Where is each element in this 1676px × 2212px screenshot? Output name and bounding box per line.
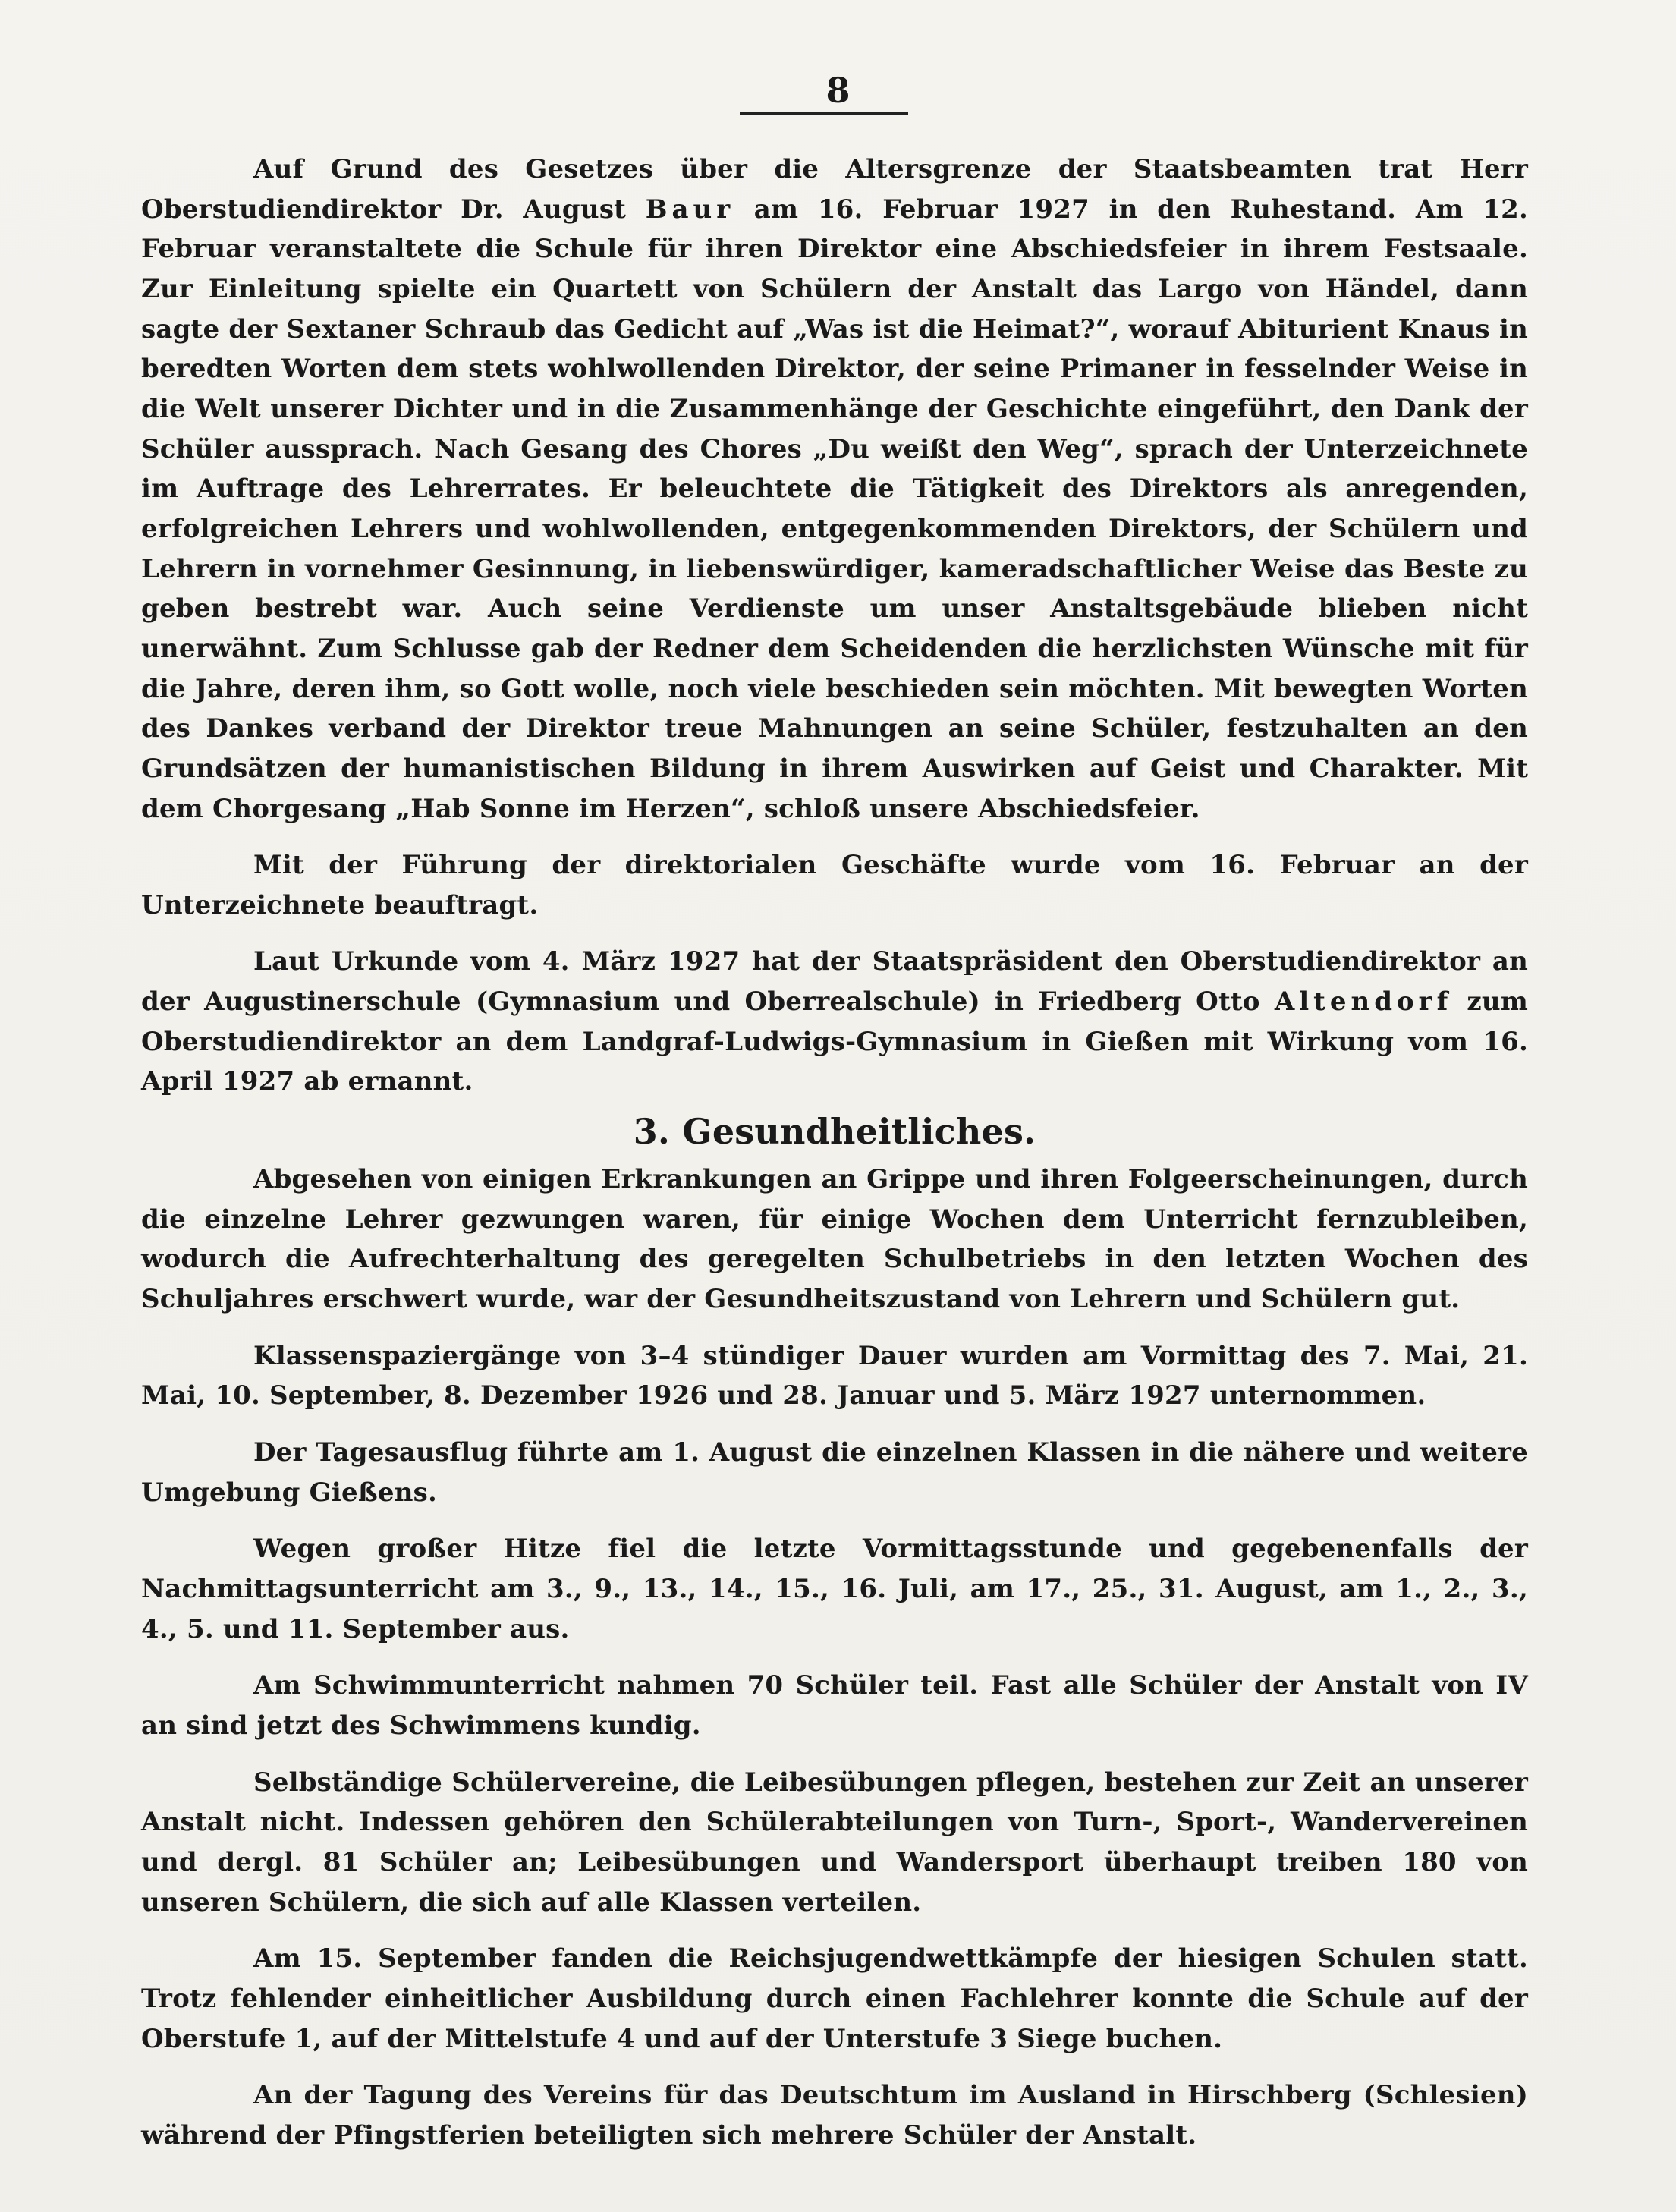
name-baur: Baur <box>645 194 735 225</box>
section-heading: 3. Gesundheitliches. <box>633 1111 1036 1153</box>
paragraph-day-trip: Der Tagesausflug führte am 1. August die einzelnen Klassen in die nähere und weitere Umgebung Gießens. <box>141 1437 1528 1508</box>
paragraph-conference: An der Tagung des Vereins für das Deutschtum im Ausland in Hirschberg (Schlesien) während der Pfingstferien beteiligten sich mehrere Schüler der Anstalt. <box>141 2080 1528 2151</box>
paragraph-appointment: Laut Urkunde vom 4. März 1927 hat der Staatspräsident den Oberstudiendirektor an der Augustinerschule (Gymnasium und Oberrealschule) in Friedberg Otto Altendorf zum Oberstudiendirektor an dem Landgraf-Ludwigs-Gymnasium in Gießen mit Wirkung vom 16. April 1927 ab ernannt. <box>141 946 1529 1097</box>
paragraph-retirement: Auf Grund des Gesetzes über die Altersgrenze der Staatsbeamten trat Herr Oberstudiendirektor Dr. August Baur am 16. Februar 1927 in den Ruhestand. Am 12. Februar veranstaltete die Schule für ihren Direktor eine Abschiedsfeier in ihrem Festsaale. Zur Einleitung spielte ein Quartett von Schülern der Anstalt das Largo von Händel, dann sagte der Sextaner Schraub das Gedicht auf „Was ist die Heimat?“, worauf Abiturient Knaus in beredten Worten dem stets wohlwollenden Direktor, der seine Primaner in fesselnder Weise in die Welt unserer Dichter und in die Zusammenhänge der Geschichte eingeführt, den Dank der Schüler aussprach. Nach Gesang des Chores „Du weißt den Weg“, sprach der Unterzeichnete im Auftrage des Lehrerrates. Er beleuchtete die Tätigkeit des Direktors als anregenden, erfolgreichen Lehrers und wohlwollenden, entgegenkommenden Direktors, der Schülern und Lehrern in vornehmer Gesinnung, in liebenswürdiger, kameradschaftlicher Weise das Beste zu geben bestrebt war. Auch seine Verdienste um unser Anstaltsgebäude blieben nicht unerwähnt. Zum Schlusse gab der Redner dem Scheidenden die herzlichsten Wünsche mit für die Jahre, deren ihm, so Gott wolle, noch viele beschieden sein möchten. Mit bewegten Worten des Dankes verband der Direktor treue Mahnungen an seine Schüler, festzuhalten an den Grundsätzen der humanistischen Bildung in ihrem Auswirken auf Geist und Charakter. Mit dem Chorgesang „Hab Sonne im Herzen“, schloß unsere Abschiedsfeier. <box>141 154 1528 824</box>
page-number-rule <box>740 112 908 115</box>
paragraph-acting-director: Mit der Führung der direktorialen Geschäfte wurde vom 16. Februar an der Unterzeichnete beauftragt. <box>141 850 1528 920</box>
paragraph-clubs: Selbständige Schülervereine, die Leibesübungen pflegen, bestehen zur Zeit an unserer Anstalt nicht. Indessen gehören den Schülerabteilungen von Turn-, Sport-, Wandervereinen und dergl. 81 Schüler an; Leibesübungen und Wandersport überhaupt treiben 180 von unseren Schülern, die sich auf alle Klassen verteilen. <box>141 1767 1528 1918</box>
paragraph-health: Abgesehen von einigen Erkrankungen an Grippe und ihren Folgeerscheinungen, durch die einzelne Lehrer gezwungen waren, für einige Wochen dem Unterricht fernzubleiben, wodurch die Aufrechterhaltung des geregelten Schulbetriebs in den letzten Wochen des Schuljahres erschwert wurde, war der Gesundheitszustand von Lehrern und Schülern gut. <box>141 1164 1528 1315</box>
page-number: 8 <box>825 70 851 111</box>
paragraph-class-walks: Klassenspaziergänge von 3–4 stündiger Dauer wurden am Vormittag des 7. Mai, 21. Mai, 10. September, 8. Dezember 1926 und 28. Januar und 5. März 1927 unternommen. <box>141 1340 1528 1411</box>
name-altendorf: Altendorf <box>1274 986 1453 1018</box>
paragraph-swimming: Am Schwimmunterricht nahmen 70 Schüler teil. Fast alle Schüler der Anstalt von IV an sind jetzt des Schwimmens kundig. <box>141 1670 1528 1741</box>
paragraph-competitions: Am 15. September fanden die Reichsjugendwettkämpfe der hiesigen Schulen statt. Trotz fehlender einheitlicher Ausbildung durch einen Fachlehrer konnte die Schule auf der Oberstufe 1, auf der Mittelstufe 4 und auf der Unterstufe 3 Siege buchen. <box>141 1943 1528 2054</box>
body-text <box>141 149 1528 2156</box>
paragraph-heat: Wegen großer Hitze fiel die letzte Vormittagsstunde und gegebenenfalls der Nachmittagsunterricht am 3., 9., 13., 14., 15., 16. Juli, am 17., 25., 31. August, am 1., 2., 3., 4., 5. und 11. September aus. <box>141 1534 1528 1644</box>
